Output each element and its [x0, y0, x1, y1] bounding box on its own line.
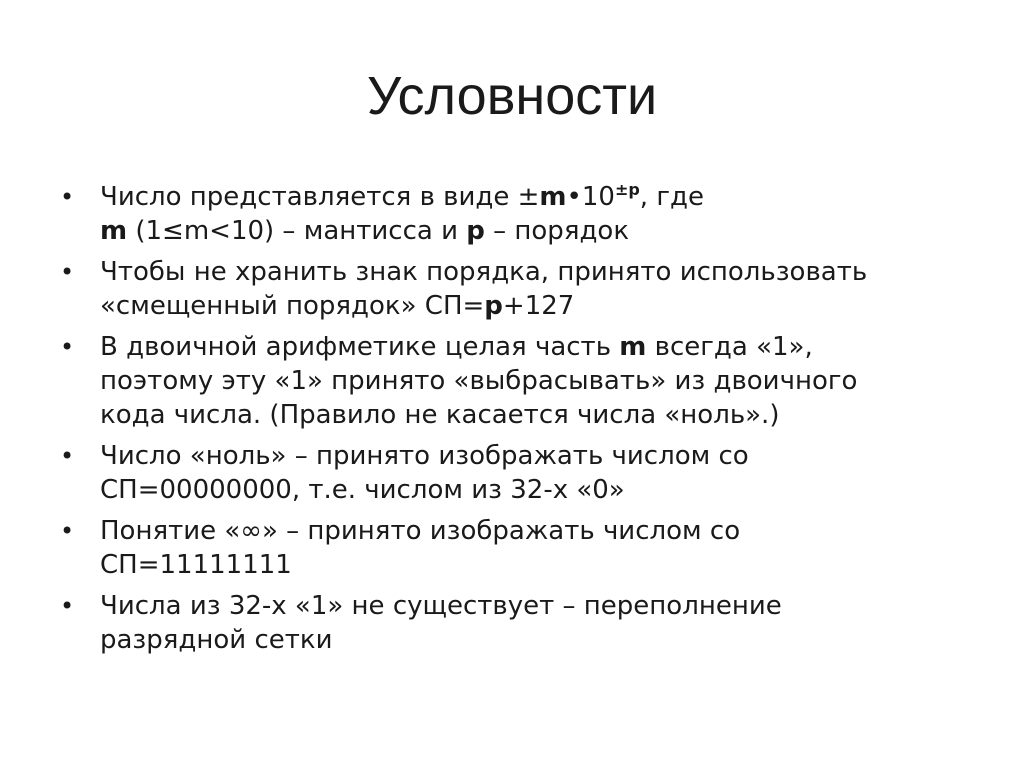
bullet-line: СП=00000000, т.е. числом из 32-х «0» [100, 475, 625, 505]
text-run: – порядок [484, 216, 630, 246]
bullet-line: Числа из 32-х «1» не существует – переполнение [100, 591, 782, 621]
bullet-line: Число «ноль» – принято изображать числом со [100, 441, 749, 471]
text-run: В двоичной арифметике целая часть [100, 332, 620, 362]
bullet-item-representation [60, 180, 960, 248]
bullet-item-hidden-one [60, 330, 960, 432]
bullet-line: Понятие «∞» – принято изображать числом со [100, 516, 741, 546]
bullet-item-infinity [60, 514, 960, 582]
bullet-icon: • [60, 183, 75, 211]
slide-title: Условности [366, 66, 658, 126]
exponent-superscript [615, 180, 640, 199]
mantissa-symbol: m [539, 182, 567, 212]
bullet-line: Чтобы не хранить знак порядка, принято использовать [100, 257, 868, 287]
bullet-line [100, 180, 960, 214]
text-run: •10 [566, 182, 615, 212]
bullet-item-zero [60, 439, 960, 507]
bullet-line: СП=11111111 [100, 550, 292, 580]
text-run: «смещенный порядок» СП= [100, 291, 485, 321]
exponent-symbol: p [466, 216, 485, 246]
bullet-item-overflow [60, 589, 960, 657]
bullet-icon: • [60, 258, 75, 286]
text-run: всегда «1», [646, 332, 813, 362]
bullet-line [100, 214, 960, 248]
bullet-icon: • [60, 442, 75, 470]
mantissa-symbol: m [619, 332, 647, 362]
bullet-icon: • [60, 333, 75, 361]
bullet-line: разрядной сетки [100, 625, 333, 655]
text-run: (1≤m<10) – мантисса и [127, 216, 467, 246]
bullet-line: кода числа. (Правило не касается числа «ноль».) [100, 400, 780, 430]
mantissa-symbol: m [100, 216, 128, 246]
exponent-symbol: ±p [614, 180, 640, 199]
text-run: +127 [502, 291, 575, 321]
bullet-item-biased-exponent [60, 255, 960, 323]
text-run: Число представляется в виде ± [100, 182, 540, 212]
bullet-icon: • [60, 592, 75, 620]
text-run: , где [639, 182, 704, 212]
bullet-line [100, 289, 960, 323]
bullet-line [100, 330, 960, 364]
exponent-symbol: p [484, 291, 503, 321]
bullet-icon: • [60, 517, 75, 545]
bullet-line: поэтому эту «1» принято «выбрасывать» из двоичного [100, 366, 858, 396]
bullet-list [60, 180, 960, 664]
